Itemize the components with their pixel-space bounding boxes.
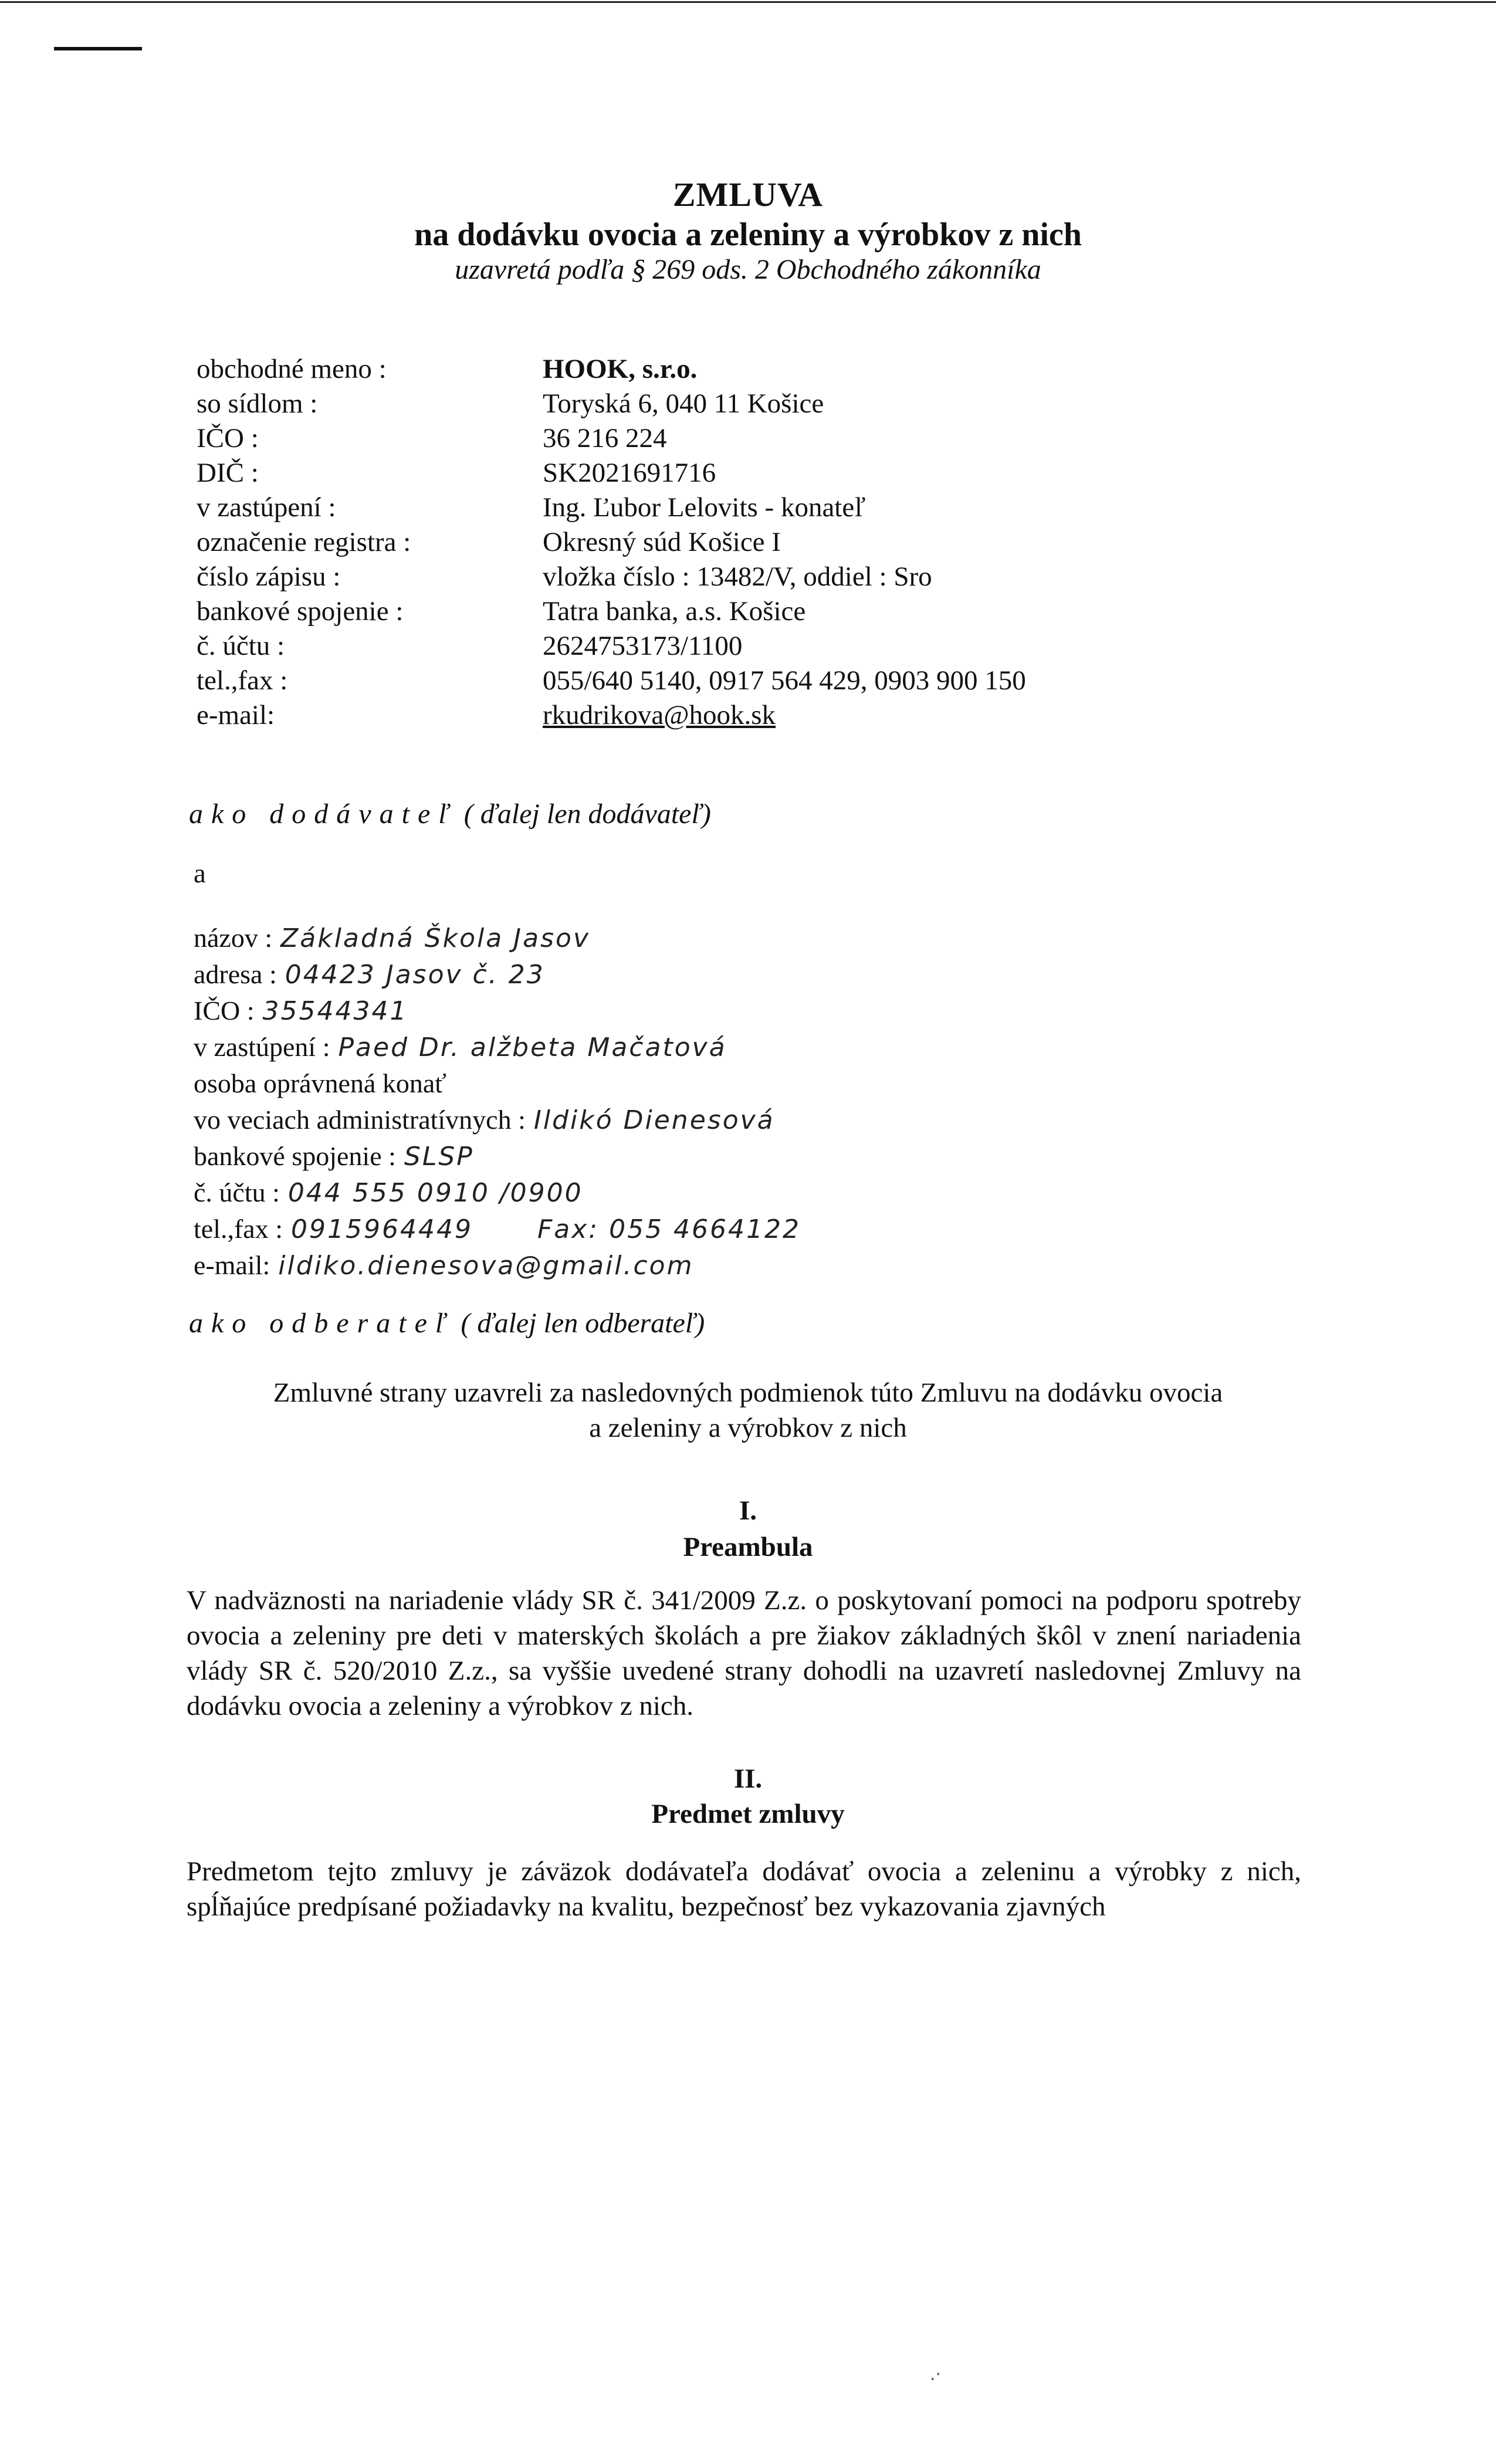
field-label: IČO : — [194, 996, 255, 1025]
role-note: ( ďalej len dodávateľ) — [463, 798, 711, 830]
field-label: IČO : — [197, 423, 259, 453]
scan-mark — [54, 47, 142, 50]
supplier-row — [197, 594, 1311, 629]
handwritten-value: Základná Škola Jasov — [280, 923, 590, 953]
field-label: vo veciach administratívnych : — [194, 1105, 526, 1135]
field-value: Ing. Ľubor Lelovits - konateľ — [543, 492, 866, 523]
supplier-row — [197, 387, 1311, 421]
field-label: e-mail: — [194, 1250, 270, 1280]
field-label: obchodné meno : — [197, 354, 387, 384]
intro-line: a zeleniny a výrobkov z nich — [589, 1413, 907, 1443]
role-label: ako dodávateľ — [189, 798, 457, 830]
document-legal-basis: uzavretá podľa § 269 ods. 2 Obchodného zákonníka — [455, 254, 1041, 285]
field-value: vložka číslo : 13482/V, oddiel : Sro — [543, 561, 932, 592]
scan-speck: .· — [930, 2364, 942, 2385]
field-value: Okresný súd Košice I — [543, 527, 781, 557]
handwritten-value: 35544341 — [262, 996, 408, 1026]
field-label: bankové spojenie : — [194, 1141, 396, 1171]
field-label: č. účtu : — [194, 1177, 280, 1207]
section-title: Predmet zmluvy — [651, 1799, 845, 1829]
customer-row — [194, 1029, 1338, 1065]
field-value: 055/640 5140, 0917 564 429, 0903 900 150 — [543, 665, 1026, 696]
supplier-row — [197, 421, 1311, 456]
section-number: II. — [733, 1764, 763, 1794]
customer-row — [194, 1138, 1338, 1175]
field-label: číslo zápisu : — [197, 561, 341, 592]
field-label: v zastúpení : — [197, 492, 336, 523]
supplier-row — [197, 629, 1311, 664]
intro-statement — [0, 1375, 1496, 1446]
supplier-row — [197, 490, 1311, 525]
field-label: tel.,fax : — [194, 1214, 283, 1244]
document-subtitle: na dodávku ovocia a zeleniny a výrobkov z nich — [414, 216, 1082, 253]
section-number: I. — [739, 1495, 757, 1526]
field-value: Toryská 6, 040 11 Košice — [543, 388, 824, 419]
field-value: 2624753173/1100 — [543, 631, 743, 661]
customer-row — [194, 1065, 1338, 1102]
supplier-row — [197, 456, 1311, 490]
supplier-row — [197, 525, 1311, 560]
document-title: ZMLUVA — [672, 175, 824, 214]
field-value: Tatra banka, a.s. Košice — [543, 596, 806, 627]
customer-row — [194, 1102, 1338, 1138]
field-value: SK2021691716 — [543, 458, 716, 488]
supplier-row — [197, 560, 1311, 594]
field-label: názov : — [194, 923, 273, 953]
handwritten-value: Ildikó Dienesová — [533, 1105, 775, 1135]
field-value: 36 216 224 — [543, 423, 667, 453]
field-label: v zastúpení : — [194, 1032, 330, 1062]
handwritten-value: SLSP — [404, 1142, 474, 1172]
customer-details — [194, 920, 1338, 1284]
section-title: Preambula — [683, 1532, 813, 1562]
field-label: so sídlom : — [197, 388, 318, 419]
role-label: ako odberateľ — [189, 1308, 454, 1339]
handwritten-value: 04423 Jasov č. 23 — [285, 960, 545, 990]
conjunction: a — [194, 858, 206, 889]
field-label: DIČ : — [197, 458, 259, 488]
field-label: e-mail: — [197, 700, 275, 730]
customer-row — [194, 1175, 1338, 1211]
intro-line: Zmluvné strany uzavreli za nasledovných podmienok túto Zmluvu na dodávku ovocia — [273, 1377, 1223, 1408]
field-label: č. účtu : — [197, 631, 285, 661]
email-link[interactable]: rkudrikova@hook.sk — [543, 700, 776, 730]
field-label: adresa : — [194, 959, 277, 989]
section-paragraph: Predmetom tejto zmluvy je záväzok dodávateľa dodávať ovocia a zeleninu a výrobky z nich, spĺňajúce predpísané požiadavky na kvalitu, bezpečnosť bez vykazovania zjavných — [187, 1856, 1301, 1922]
customer-row — [194, 1247, 1338, 1284]
supplier-row — [197, 352, 1311, 387]
customer-row — [194, 993, 1338, 1029]
customer-row — [194, 956, 1338, 993]
supplier-role — [189, 798, 711, 830]
customer-row — [194, 920, 1338, 956]
field-label: bankové spojenie : — [197, 596, 404, 627]
customer-row — [194, 1211, 1338, 1247]
field-label: osoba oprávnená konať — [194, 1068, 446, 1098]
role-note: ( ďalej len odberateľ) — [461, 1308, 705, 1339]
supplier-row — [197, 664, 1311, 698]
handwritten-fax: Fax: 055 4664122 — [537, 1214, 801, 1244]
supplier-row — [197, 698, 1311, 733]
scan-top-line — [0, 1, 1496, 3]
handwritten-value: Paed Dr. alžbeta Mačatová — [338, 1033, 727, 1062]
company-name: HOOK, s.r.o. — [543, 354, 698, 384]
customer-role — [189, 1307, 705, 1339]
handwritten-value: 044 555 0910 /0900 — [287, 1178, 583, 1208]
handwritten-value: ildiko.dienesova@gmail.com — [278, 1251, 694, 1281]
section-paragraph: V nadväznosti na nariadenie vlády SR č. 341/2009 Z.z. o poskytovaní pomoci na podporu spotreby ovocia a zeleniny pre deti v materských školách a pre žiakov základných škôl v znení nariadenia vlády SR č. 520/2010 Z.z., sa vyššie uvedené strany dohodli na uzavretí nasledovnej Zmluvy na dodávku ovocia a zeleniny a výrobkov z nich. — [187, 1585, 1301, 1721]
field-label: označenie registra : — [197, 527, 411, 557]
supplier-details — [197, 352, 1311, 733]
handwritten-value: 0915964449 — [291, 1214, 473, 1244]
field-label: tel.,fax : — [197, 665, 288, 696]
